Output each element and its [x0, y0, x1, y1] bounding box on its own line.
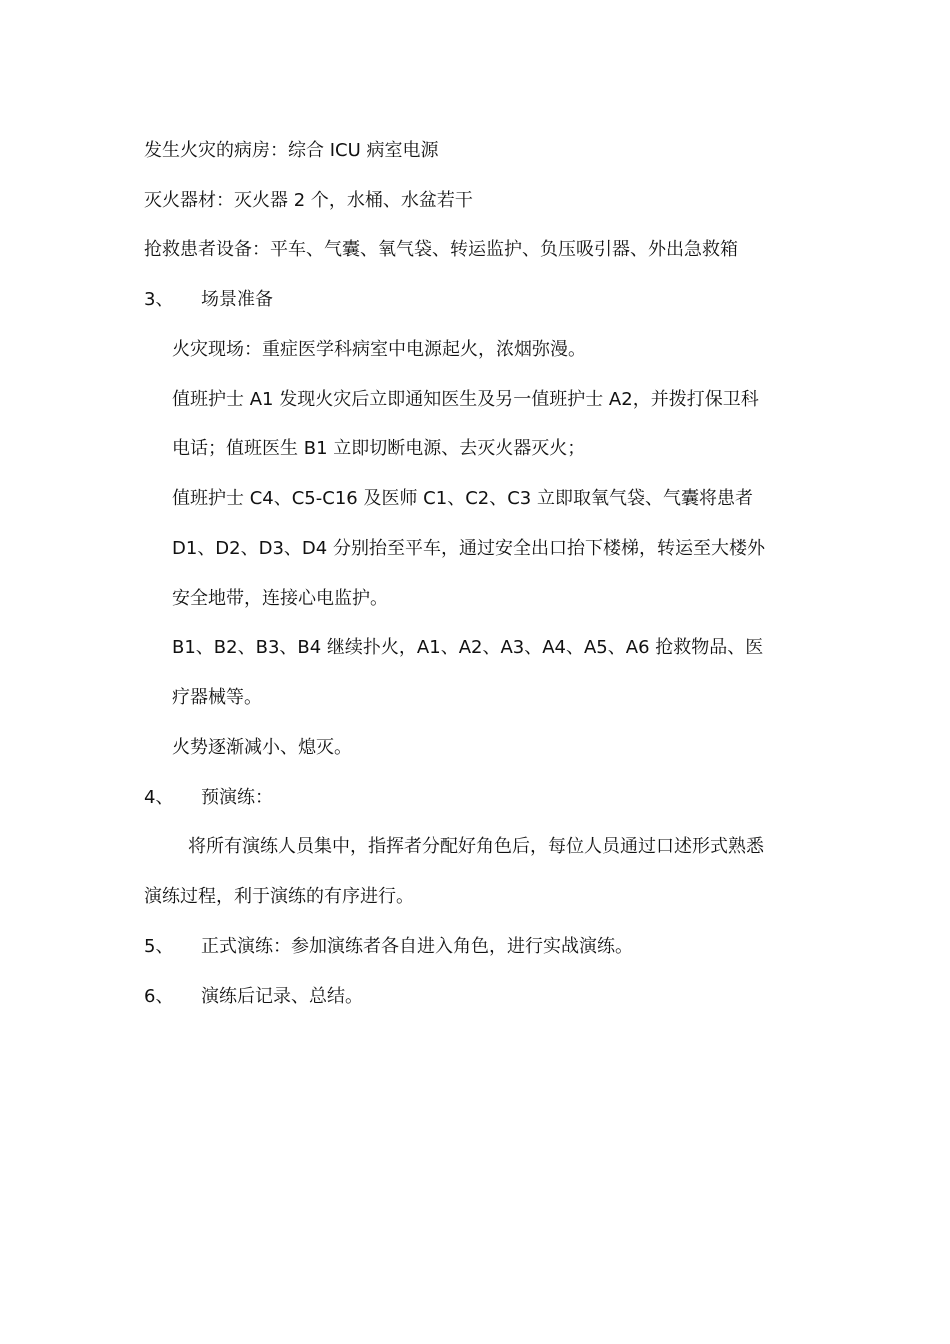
- nurse-a1-paragraph-line-1: 值班护士 A1 发现火灾后立即通知医生及另一值班护士 A2，并拨打保卫科: [172, 389, 759, 410]
- fire-ward-line: 发生火灾的病房：综合 ICU 病室电源: [144, 140, 439, 161]
- section-6-title: 演练后记录、总结。: [201, 986, 363, 1007]
- extinguishing-equipment-line: 灭火器材：灭火器 2 个，水桶、水盆若干: [144, 190, 473, 211]
- fire-scene-line: 火灾现场：重症医学科病室中电源起火，浓烟弥漫。: [172, 339, 586, 360]
- section-3-heading: [144, 288, 273, 312]
- rehearsal-paragraph-line-1: 将所有演练人员集中，指挥者分配好角色后，每位人员通过口述形式熟悉: [188, 836, 764, 857]
- section-5-number: 5、: [144, 936, 174, 957]
- section-4-title: 预演练：: [201, 787, 273, 808]
- nurse-c4-paragraph-line-1: 值班护士 C4、C5-C16 及医师 C1、C2、C3 立即取氧气袋、气囊将患者: [172, 488, 753, 509]
- section-5-title: 正式演练：参加演练者各自进入角色，进行实战演练。: [201, 936, 633, 957]
- section-6-number: 6、: [144, 986, 174, 1007]
- section-4-number: 4、: [144, 787, 174, 808]
- firefighting-paragraph-line-2: 疗器械等。: [172, 687, 262, 708]
- section-4-heading: [144, 786, 273, 810]
- nurse-c4-paragraph-line-3: 安全地带，连接心电监护。: [172, 588, 388, 609]
- section-6-heading: [144, 985, 363, 1009]
- section-3-title: 场景准备: [201, 289, 273, 310]
- section-3-number: 3、: [144, 289, 174, 310]
- fire-extinguished-line: 火势逐渐减小、熄灭。: [172, 737, 352, 758]
- rehearsal-paragraph-line-2: 演练过程，利于演练的有序进行。: [144, 886, 414, 907]
- section-5-heading: [144, 935, 633, 959]
- firefighting-paragraph-line-1: B1、B2、B3、B4 继续扑火，A1、A2、A3、A4、A5、A6 抢救物品、医: [172, 637, 764, 658]
- rescue-equipment-line: 抢救患者设备：平车、气囊、氧气袋、转运监护、负压吸引器、外出急救箱: [144, 239, 738, 260]
- nurse-a1-paragraph-line-2: 电话；值班医生 B1 立即切断电源、去灭火器灭火；: [172, 438, 586, 459]
- nurse-c4-paragraph-line-2: D1、D2、D3、D4 分别抬至平车，通过安全出口抬下楼梯，转运至大楼外: [172, 538, 765, 559]
